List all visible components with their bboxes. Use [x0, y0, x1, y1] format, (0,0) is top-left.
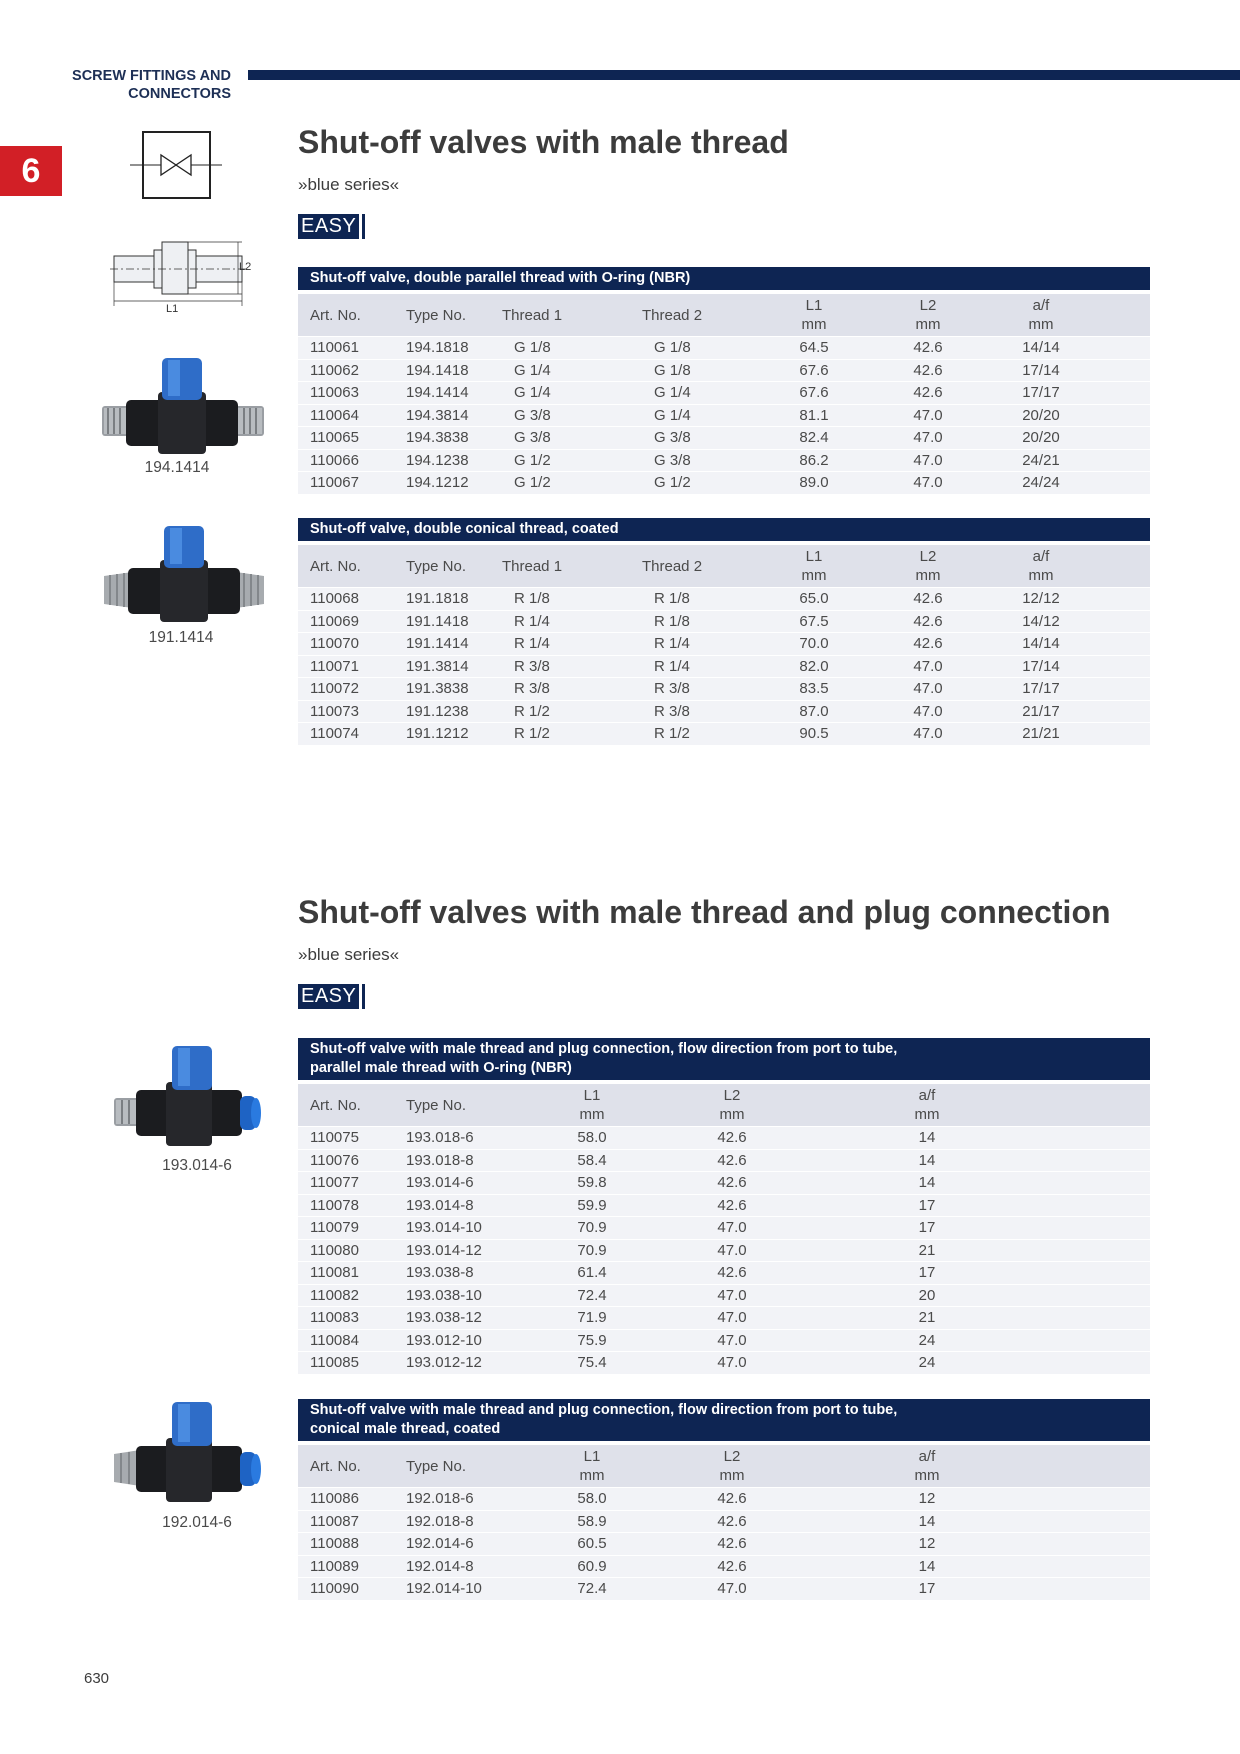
table-cell: 47.0	[874, 678, 982, 701]
table-row	[298, 655, 1150, 678]
table-cell: 17/17	[982, 382, 1100, 405]
col-l2: L2 mm	[874, 543, 982, 588]
table-cell: 67.5	[754, 610, 874, 633]
table-row	[298, 404, 1150, 427]
table-heading-line2: parallel male thread with O-ring (NBR)	[310, 1060, 572, 1076]
table-cell: 14	[830, 1510, 1024, 1533]
table-cell: G 1/4	[634, 404, 754, 427]
table-cell: 47.0	[634, 1352, 830, 1374]
col-l2: L2 mm	[634, 1082, 830, 1127]
table-cell: 110074	[298, 723, 394, 745]
table-row	[298, 1217, 1150, 1240]
table-cell: 12	[830, 1488, 1024, 1511]
table-cell: 75.4	[550, 1352, 634, 1374]
col-af: a/f mm	[830, 1082, 1024, 1127]
table-row	[298, 700, 1150, 723]
table-cell: 110069	[298, 610, 394, 633]
table-cell: 42.6	[874, 633, 982, 656]
table-cell: 110083	[298, 1307, 394, 1330]
page-number: 630	[84, 1670, 110, 1687]
dimension-label-l2: L2	[239, 261, 252, 273]
table-cell: 194.1818	[394, 337, 494, 360]
col-type-no: Type No.	[394, 292, 494, 337]
table-cell: 14/12	[982, 610, 1100, 633]
table-cell: 110082	[298, 1284, 394, 1307]
table-row	[298, 1352, 1150, 1374]
table-cell: 83.5	[754, 678, 874, 701]
table-cell: R 1/8	[634, 588, 754, 611]
table-cell: 191.1818	[394, 588, 494, 611]
table-row	[298, 359, 1150, 382]
table-cell: 47.0	[634, 1217, 830, 1240]
table-cell: 193.012-10	[394, 1329, 550, 1352]
table-cell: G 1/4	[494, 359, 634, 382]
table-cell: 193.014-10	[394, 1217, 550, 1240]
col-l2: L2 mm	[874, 292, 982, 337]
table-cell: 194.3838	[394, 427, 494, 450]
table-cell: 14/14	[982, 633, 1100, 656]
table-cell: 58.0	[550, 1488, 634, 1511]
table-cell: 60.9	[550, 1555, 634, 1578]
section1-title: Shut-off valves with male thread	[298, 124, 789, 160]
table-body	[298, 588, 1150, 745]
table-row	[298, 427, 1150, 450]
table-cell: G 1/4	[494, 382, 634, 405]
table-cell: G 1/8	[634, 337, 754, 360]
table-cell: 42.6	[634, 1510, 830, 1533]
table-cell: R 1/2	[494, 700, 634, 723]
table-cell: 110077	[298, 1172, 394, 1195]
table-cell: 110063	[298, 382, 394, 405]
table-cell: 110064	[298, 404, 394, 427]
table-cell: 42.6	[634, 1488, 830, 1511]
table-cell: 21/21	[982, 723, 1100, 745]
table-cell: 82.4	[754, 427, 874, 450]
table-cell: 67.6	[754, 382, 874, 405]
table-cell: 47.0	[874, 472, 982, 494]
table-body	[298, 337, 1150, 494]
table-cell: 110089	[298, 1555, 394, 1578]
table-cell: 47.0	[634, 1307, 830, 1330]
table-cell: 193.038-8	[394, 1262, 550, 1285]
valve-image-plug-conical	[110, 1396, 270, 1508]
col-l1: L1 mm	[754, 543, 874, 588]
table-row	[298, 1488, 1150, 1511]
image-caption-2: 191.1414	[148, 629, 214, 646]
valve-image-parallel	[100, 352, 268, 460]
col-af: a/f mm	[830, 1443, 1024, 1488]
table-conical-thread	[298, 518, 1150, 745]
table-cell: 42.6	[874, 337, 982, 360]
table-cell: 12/12	[982, 588, 1100, 611]
table-cell: 42.6	[634, 1262, 830, 1285]
table-row	[298, 449, 1150, 472]
table-row	[298, 472, 1150, 494]
dimension-drawing-icon	[110, 234, 255, 314]
chapter-tab: 6	[0, 146, 62, 196]
easy-badge	[298, 214, 365, 239]
table-cell: 67.6	[754, 359, 874, 382]
table-cell: 191.1414	[394, 633, 494, 656]
table-cell: 86.2	[754, 449, 874, 472]
easy-badge-label: EASY	[298, 214, 359, 239]
table-cell: 191.1418	[394, 610, 494, 633]
table-cell: 192.014-10	[394, 1578, 550, 1600]
table-cell: 110086	[298, 1488, 394, 1511]
table-cell: G 1/2	[494, 472, 634, 494]
table-row	[298, 1578, 1150, 1600]
table-cell: 17	[830, 1217, 1024, 1240]
table-heading	[298, 1038, 1150, 1080]
table-cell: 47.0	[634, 1578, 830, 1600]
table-cell: 14	[830, 1127, 1024, 1150]
table-cell: 193.014-6	[394, 1172, 550, 1195]
table-cell: R 3/8	[634, 700, 754, 723]
table-cell: G 3/8	[634, 449, 754, 472]
table-cell: 47.0	[634, 1284, 830, 1307]
table-cell: 42.6	[874, 382, 982, 405]
table-cell: 47.0	[874, 427, 982, 450]
table-cell: 192.014-8	[394, 1555, 550, 1578]
image-caption-3: 193.014-6	[162, 1157, 232, 1174]
table-cell: 194.1212	[394, 472, 494, 494]
table-cell: 47.0	[874, 449, 982, 472]
table-cell: 59.8	[550, 1172, 634, 1195]
table-cell: 193.038-10	[394, 1284, 550, 1307]
col-af: a/f mm	[982, 292, 1100, 337]
table-body	[298, 1127, 1150, 1374]
table-cell: 110076	[298, 1149, 394, 1172]
table-row	[298, 633, 1150, 656]
table-cell: 110085	[298, 1352, 394, 1374]
table-cell: 193.014-8	[394, 1194, 550, 1217]
table-cell: 72.4	[550, 1578, 634, 1600]
table-cell: 42.6	[634, 1149, 830, 1172]
table-plug-conical	[298, 1399, 1150, 1600]
section-rule	[248, 70, 1240, 80]
table-header-row	[298, 292, 1150, 337]
table-cell: 110067	[298, 472, 394, 494]
table-heading-line1: Shut-off valve with male thread and plug connection, flow direction from port to tube,	[310, 1041, 898, 1057]
table-cell: 17/17	[982, 678, 1100, 701]
table-cell: 110071	[298, 655, 394, 678]
table-cell: 110072	[298, 678, 394, 701]
table-cell: 24	[830, 1329, 1024, 1352]
table-cell: 17/14	[982, 359, 1100, 382]
table-cell: 191.1212	[394, 723, 494, 745]
table-cell: 47.0	[874, 700, 982, 723]
table-cell: 110073	[298, 700, 394, 723]
table-cell: 110084	[298, 1329, 394, 1352]
table-header-row	[298, 543, 1150, 588]
table-cell: 72.4	[550, 1284, 634, 1307]
valve-image-plug-parallel	[110, 1040, 270, 1152]
table-row	[298, 1262, 1150, 1285]
table-cell: 194.1418	[394, 359, 494, 382]
table-cell: 70.0	[754, 633, 874, 656]
col-l1: L1 mm	[754, 292, 874, 337]
table-heading-line2: conical male thread, coated	[310, 1421, 501, 1437]
table-cell: 14/14	[982, 337, 1100, 360]
table-cell: 110088	[298, 1533, 394, 1556]
table-cell: R 1/8	[494, 588, 634, 611]
table-cell: 110081	[298, 1262, 394, 1285]
col-thread1: Thread 1	[494, 292, 634, 337]
table-cell: 47.0	[874, 404, 982, 427]
table-cell: 20/20	[982, 404, 1100, 427]
table-parallel-thread	[298, 267, 1150, 494]
col-l1: L1 mm	[550, 1082, 634, 1127]
table-cell: 191.3814	[394, 655, 494, 678]
table-cell: 191.3838	[394, 678, 494, 701]
table-cell: 193.038-12	[394, 1307, 550, 1330]
table-cell: 81.1	[754, 404, 874, 427]
table-cell: 47.0	[874, 723, 982, 745]
table-cell: 42.6	[874, 588, 982, 611]
table-row	[298, 588, 1150, 611]
table-cell: 21	[830, 1307, 1024, 1330]
table-cell: 75.9	[550, 1329, 634, 1352]
table-cell: R 1/8	[634, 610, 754, 633]
table-cell: R 3/8	[494, 655, 634, 678]
col-art-no: Art. No.	[298, 1082, 394, 1127]
table-row	[298, 1239, 1150, 1262]
col-thread2: Thread 2	[634, 543, 754, 588]
table-cell: G 3/8	[634, 427, 754, 450]
table-row	[298, 1329, 1150, 1352]
col-thread1: Thread 1	[494, 543, 634, 588]
table-cell: R 1/2	[634, 723, 754, 745]
table-row	[298, 1307, 1150, 1330]
table-cell: 17/14	[982, 655, 1100, 678]
section2-subtitle: »blue series«	[298, 945, 400, 964]
table-cell: 47.0	[634, 1329, 830, 1352]
table-cell: 64.5	[754, 337, 874, 360]
col-type-no: Type No.	[394, 1443, 550, 1488]
table-cell: 89.0	[754, 472, 874, 494]
table-cell: 110061	[298, 337, 394, 360]
table-cell: 65.0	[754, 588, 874, 611]
section-label-line2: CONNECTORS	[128, 86, 231, 102]
easy-badge-label: EASY	[298, 984, 359, 1009]
col-l2: L2 mm	[634, 1443, 830, 1488]
table-cell: R 3/8	[634, 678, 754, 701]
table-heading: Shut-off valve, double conical thread, coated	[298, 518, 1150, 541]
table-cell: 59.9	[550, 1194, 634, 1217]
table-cell: 192.018-6	[394, 1488, 550, 1511]
table-cell: 110087	[298, 1510, 394, 1533]
table-cell: 60.5	[550, 1533, 634, 1556]
section-label-line1: SCREW FITTINGS AND	[72, 68, 231, 84]
table-cell: 42.6	[634, 1194, 830, 1217]
table-cell: 17	[830, 1262, 1024, 1285]
table-cell: G 3/8	[494, 427, 634, 450]
table-row	[298, 723, 1150, 745]
col-type-no: Type No.	[394, 1082, 550, 1127]
table-cell: G 1/2	[494, 449, 634, 472]
table-cell: 58.9	[550, 1510, 634, 1533]
table-cell: 21	[830, 1239, 1024, 1262]
table-cell: 20	[830, 1284, 1024, 1307]
table-cell: 87.0	[754, 700, 874, 723]
image-caption-1: 194.1414	[144, 459, 210, 476]
dimension-label-l1: L1	[166, 303, 179, 314]
table-cell: 194.3814	[394, 404, 494, 427]
table-cell: 194.1238	[394, 449, 494, 472]
table-cell: 47.0	[874, 655, 982, 678]
section-label	[58, 67, 231, 103]
table-row	[298, 382, 1150, 405]
table-cell: 17	[830, 1194, 1024, 1217]
table-cell: 71.9	[550, 1307, 634, 1330]
table-cell: 194.1414	[394, 382, 494, 405]
valve-symbol-icon	[128, 130, 224, 200]
table-cell: 42.6	[634, 1127, 830, 1150]
valve-image-conical	[100, 520, 268, 628]
table-cell: 70.9	[550, 1217, 634, 1240]
table-cell: 14	[830, 1172, 1024, 1195]
table-cell: 24/24	[982, 472, 1100, 494]
table-cell: R 1/4	[494, 633, 634, 656]
section2-title: Shut-off valves with male thread and plug connection	[298, 894, 1111, 930]
col-art-no: Art. No.	[298, 1443, 394, 1488]
table-cell: 110078	[298, 1194, 394, 1217]
table-cell: 14	[830, 1555, 1024, 1578]
table-cell: R 1/4	[634, 633, 754, 656]
table-cell: 110062	[298, 359, 394, 382]
image-caption-4: 192.014-6	[162, 1514, 232, 1531]
table-cell: G 1/4	[634, 382, 754, 405]
col-thread2: Thread 2	[634, 292, 754, 337]
table-cell: 110080	[298, 1239, 394, 1262]
table-cell: 58.4	[550, 1149, 634, 1172]
table-row	[298, 337, 1150, 360]
table-cell: 42.6	[874, 359, 982, 382]
table-cell: 193.018-6	[394, 1127, 550, 1150]
table-cell: R 3/8	[494, 678, 634, 701]
table-row	[298, 678, 1150, 701]
easy-badge	[298, 984, 365, 1009]
table-cell: 110065	[298, 427, 394, 450]
table-plug-parallel	[298, 1038, 1150, 1374]
table-cell: 47.0	[634, 1239, 830, 1262]
table-cell: G 1/2	[634, 472, 754, 494]
table-cell: R 1/4	[634, 655, 754, 678]
table-cell: 24	[830, 1352, 1024, 1374]
table-row	[298, 1555, 1150, 1578]
table-cell: G 1/8	[634, 359, 754, 382]
col-type-no: Type No.	[394, 543, 494, 588]
table-cell: 110075	[298, 1127, 394, 1150]
table-cell: 42.6	[634, 1533, 830, 1556]
table-row	[298, 1284, 1150, 1307]
table-heading: Shut-off valve, double parallel thread with O-ring (NBR)	[298, 267, 1150, 290]
table-cell: R 1/2	[494, 723, 634, 745]
table-cell: 110079	[298, 1217, 394, 1240]
table-header-row	[298, 1443, 1150, 1488]
table-row	[298, 1194, 1150, 1217]
col-art-no: Art. No.	[298, 543, 394, 588]
table-heading	[298, 1399, 1150, 1441]
table-cell: 110068	[298, 588, 394, 611]
table-cell: 191.1238	[394, 700, 494, 723]
table-cell: 17	[830, 1578, 1024, 1600]
table-row	[298, 1127, 1150, 1150]
table-cell: 82.0	[754, 655, 874, 678]
col-art-no: Art. No.	[298, 292, 394, 337]
table-cell: 192.014-6	[394, 1533, 550, 1556]
table-body	[298, 1488, 1150, 1600]
table-cell: G 3/8	[494, 404, 634, 427]
col-af: a/f mm	[982, 543, 1100, 588]
table-cell: 70.9	[550, 1239, 634, 1262]
table-header-row	[298, 1082, 1150, 1127]
table-row	[298, 1172, 1150, 1195]
col-l1: L1 mm	[550, 1443, 634, 1488]
table-cell: 14	[830, 1149, 1024, 1172]
table-cell: 21/17	[982, 700, 1100, 723]
table-cell: G 1/8	[494, 337, 634, 360]
table-cell: 20/20	[982, 427, 1100, 450]
table-cell: R 1/4	[494, 610, 634, 633]
table-cell: 90.5	[754, 723, 874, 745]
table-cell: 12	[830, 1533, 1024, 1556]
table-row	[298, 1533, 1150, 1556]
table-cell: 110090	[298, 1578, 394, 1600]
table-cell: 192.018-8	[394, 1510, 550, 1533]
table-cell: 42.6	[874, 610, 982, 633]
table-cell: 110066	[298, 449, 394, 472]
table-cell: 24/21	[982, 449, 1100, 472]
table-cell: 193.018-8	[394, 1149, 550, 1172]
table-heading-line1: Shut-off valve with male thread and plug connection, flow direction from port to tube,	[310, 1402, 898, 1418]
section1-subtitle: »blue series«	[298, 175, 400, 194]
table-cell: 61.4	[550, 1262, 634, 1285]
table-row	[298, 610, 1150, 633]
table-cell: 193.014-12	[394, 1239, 550, 1262]
table-row	[298, 1510, 1150, 1533]
table-cell: 58.0	[550, 1127, 634, 1150]
table-cell: 42.6	[634, 1172, 830, 1195]
table-cell: 42.6	[634, 1555, 830, 1578]
table-cell: 193.012-12	[394, 1352, 550, 1374]
table-cell: 110070	[298, 633, 394, 656]
table-row	[298, 1149, 1150, 1172]
